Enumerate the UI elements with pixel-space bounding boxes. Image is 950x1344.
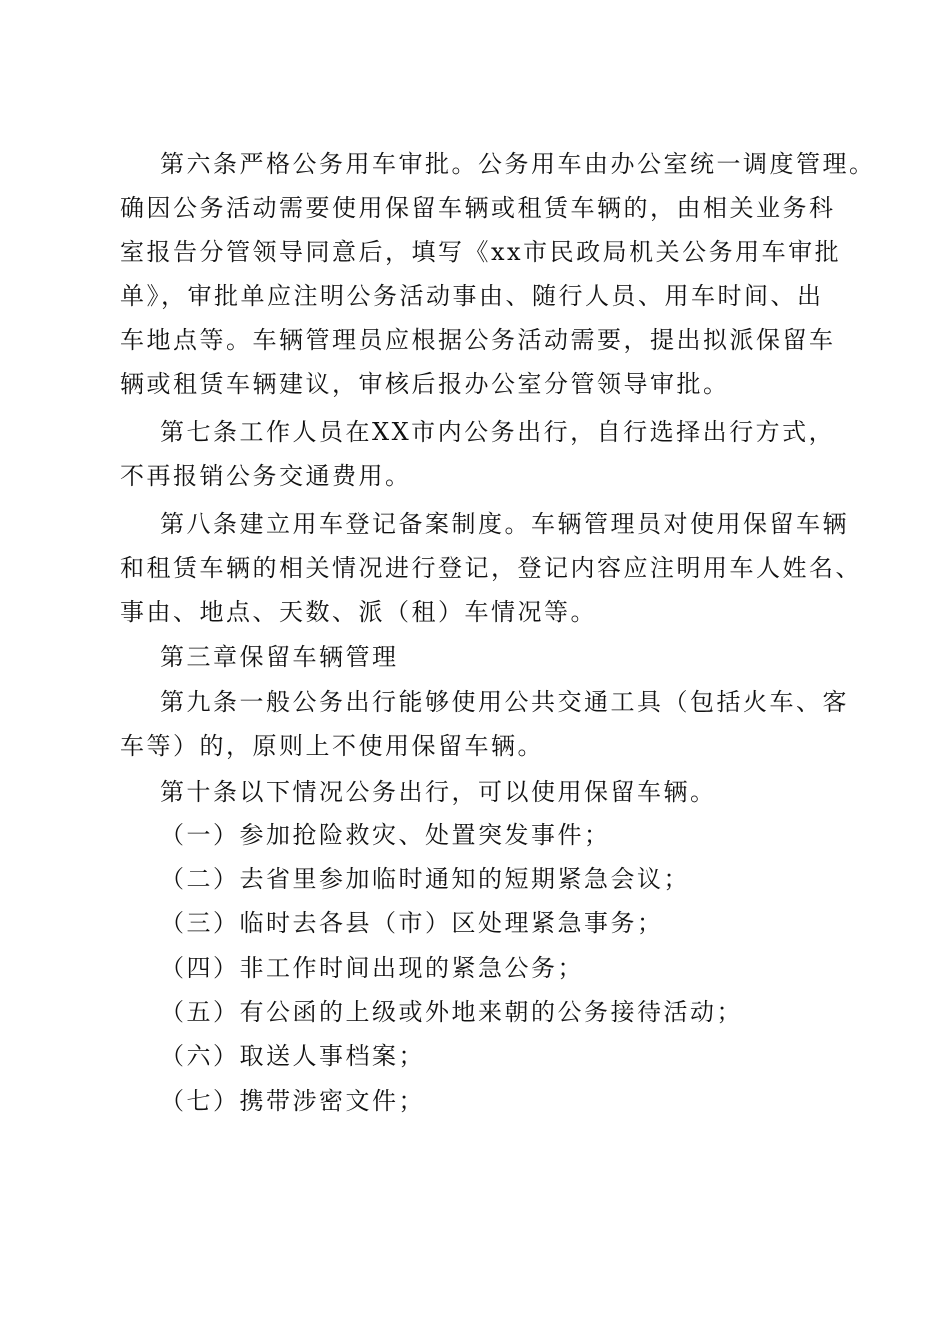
list-item-4: （四）非工作时间出现的紧急公务； xyxy=(160,954,584,982)
article-7-line-1: 第七条工作人员在XX市内公务出行，自行选择出行方式， xyxy=(160,418,836,446)
article-6-line-1: 第六条严格公务用车审批。公务用车由办公室统一调度管理。 xyxy=(160,150,876,178)
list-item-7: （七）携带涉密文件； xyxy=(160,1087,425,1115)
list-item-2: （二）去省里参加临时通知的短期紧急会议； xyxy=(160,865,690,893)
article-6-line-2: 确因公务活动需要使用保留车辆或租赁车辆的，由相关业务科 xyxy=(120,194,836,222)
article-6-line-3: 室报告分管领导同意后，填写《xx市民政局机关公务用车审批 xyxy=(120,238,842,266)
article-8-line-2: 和租赁车辆的相关情况进行登记，登记内容应注明用车人姓名、 xyxy=(120,554,862,582)
article-8-line-3: 事由、地点、天数、派（租）车情况等。 xyxy=(120,598,597,626)
article-6-line-4: 单》，审批单应注明公务活动事由、随行人员、用车时间、出 xyxy=(120,282,824,310)
article-8-line-1: 第八条建立用车登记备案制度。车辆管理员对使用保留车辆 xyxy=(160,510,849,538)
list-item-6: （六）取送人事档案； xyxy=(160,1042,425,1070)
article-10-line-1: 第十条以下情况公务出行，可以使用保留车辆。 xyxy=(160,778,717,806)
article-6-line-5: 车地点等。车辆管理员应根据公务活动需要，提出拟派保留车 xyxy=(120,326,836,354)
chapter-3-heading: 第三章保留车辆管理 xyxy=(160,643,399,671)
article-6-line-6: 辆或租赁车辆建议，审核后报办公室分管领导审批。 xyxy=(120,370,730,398)
article-9-line-1: 第九条一般公务出行能够使用公共交通工具（包括火车、客 xyxy=(160,688,849,716)
article-7-line-2: 不再报销公务交通费用。 xyxy=(120,462,412,490)
list-item-3: （三）临时去各县（市）区处理紧急事务； xyxy=(160,909,664,937)
list-item-1: （一）参加抢险救灾、处置突发事件； xyxy=(160,821,611,849)
list-item-5: （五）有公函的上级或外地来朝的公务接待活动； xyxy=(160,998,743,1026)
article-9-line-2: 车等）的，原则上不使用保留车辆。 xyxy=(120,732,544,760)
